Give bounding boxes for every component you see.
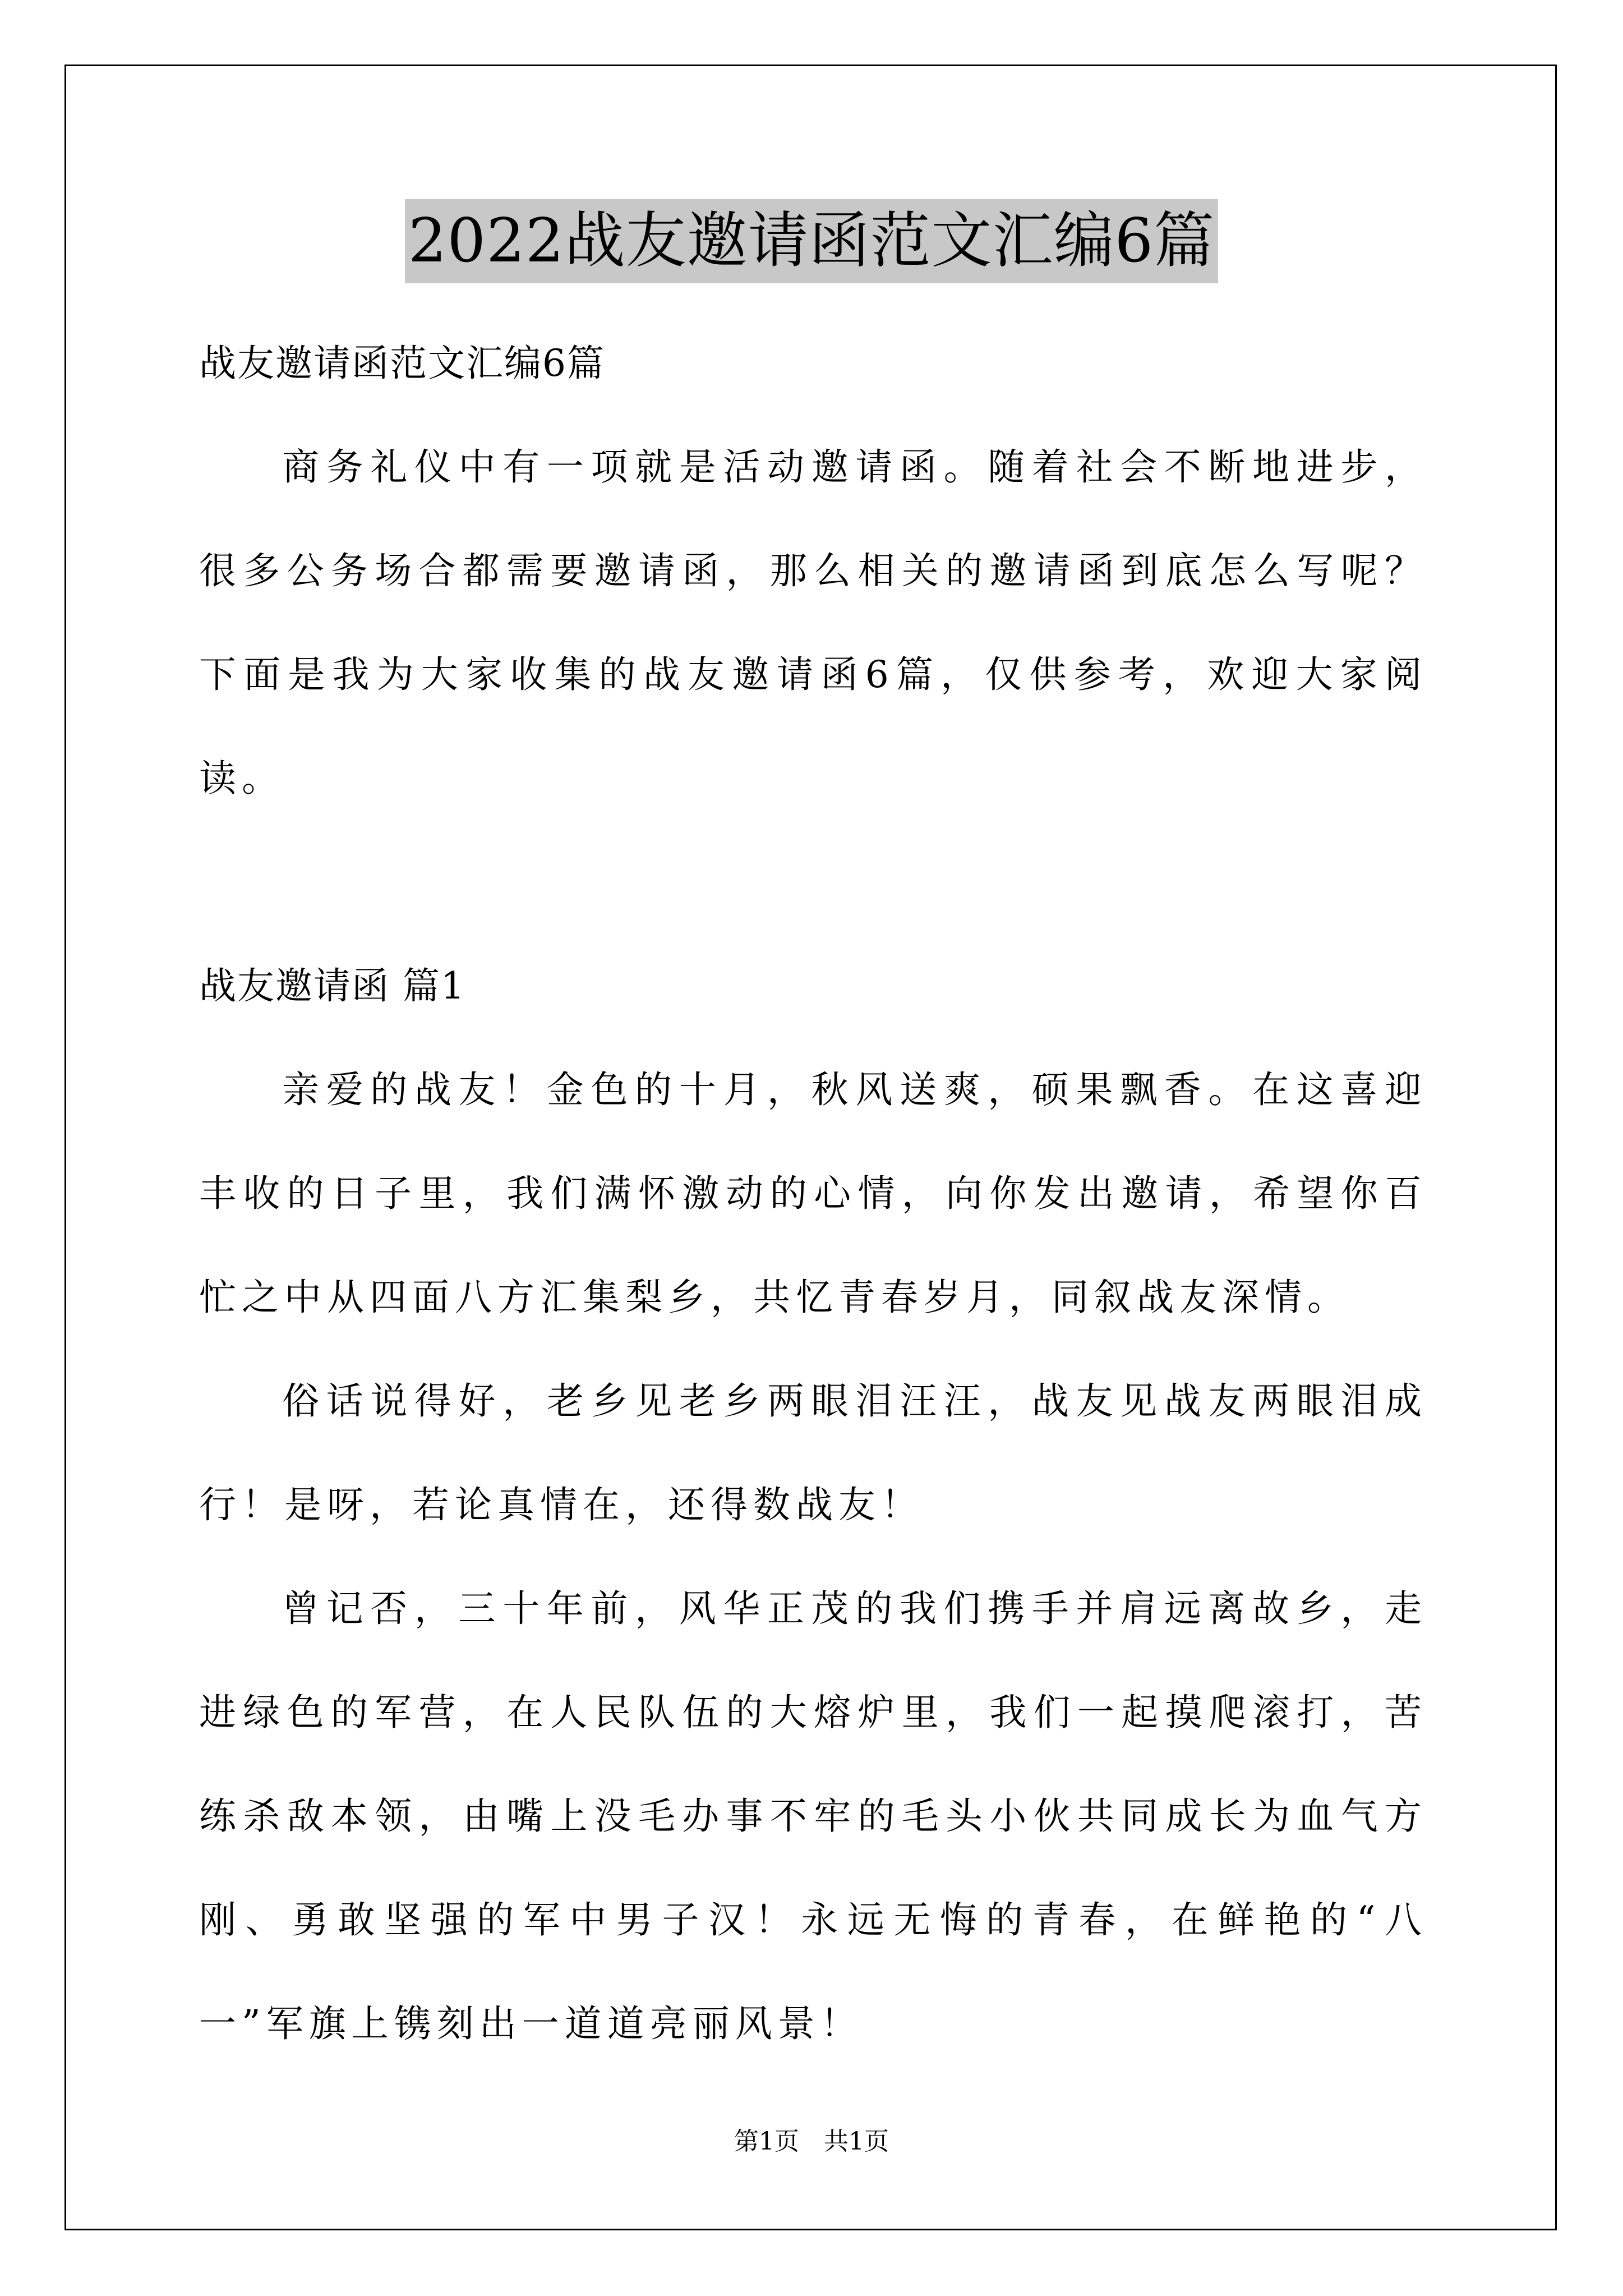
body-paragraph-1: 亲爱的战友！金色的十月，秋风送爽，硕果飘香。在这喜迎丰收的日子里，我们满怀激动的心情，向你发出邀请，希望你百忙之中从四面八方汇集梨乡，共忆青春岁月，同叙战友深情。 [199,1068,1427,1319]
section-spacer [199,830,1427,934]
document-title: 2022战友邀请函范文汇编6篇 [405,199,1219,283]
intro-paragraph: 商务礼仪中有一项就是活动邀请函。随着社会不断地进步，很多公务场合都需要邀请函，那么相关的邀请函到底怎么写呢？下面是我为大家收集的战友邀请函6篇，仅供参考，欢迎大家阅读。 [199,445,1427,800]
body-paragraph-3: 曾记否，三十年前，风华正茂的我们携手并肩远离故乡，走进绿色的军营，在人民队伍的大熔炉里，我们一起摸爬滚打，苦练杀敌本领，由嘴上没毛办事不牢的毛头小伙共同成长为血气方刚、勇敢坚强的军中男子汉！永远无悔的青春，在鲜艳的“八一”军旗上镌刻出一道道亮丽风景！ [199,1587,1427,2045]
document-body [199,311,1427,2076]
section-heading: 战友邀请函 篇1 [199,964,465,1007]
title-container [0,199,1623,283]
page-footer: 第1页 共1页 [734,2127,889,2156]
body-paragraph-2: 俗话说得好，老乡见老乡两眼泪汪汪，战友见战友两眼泪成行！是呀，若论真情在，还得数战友！ [199,1379,1427,1526]
document-subtitle: 战友邀请函范文汇编6篇 [199,342,605,385]
